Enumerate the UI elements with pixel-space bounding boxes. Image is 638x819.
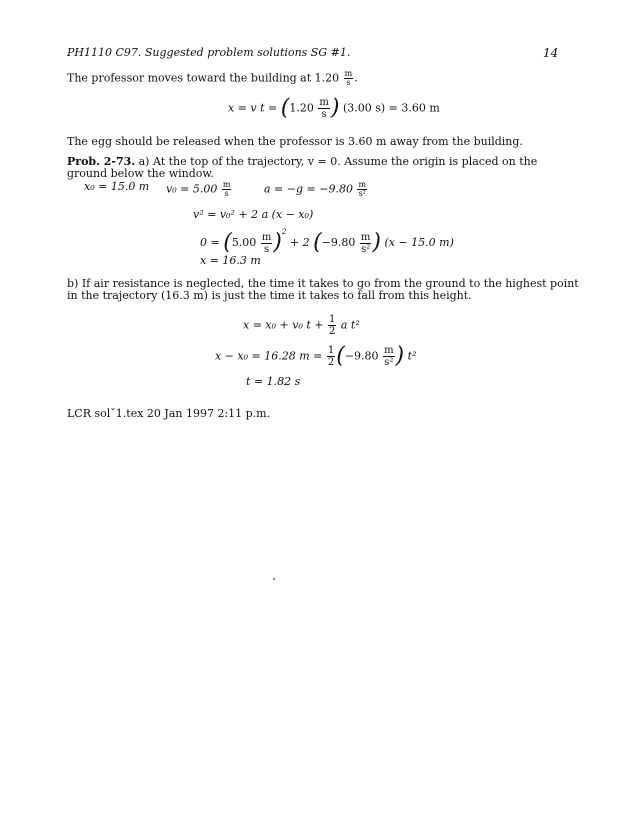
equation-b-3: t = 1.82 s bbox=[246, 375, 301, 388]
intro-line: The professor moves toward the building at 1.20 $\frac{m}{s}$ . bbox=[67, 69, 358, 87]
equation-a-2: 0 = (5.00 $\frac{m}{s}$ )$^2$ + 2 (−9.80 $\frac{m}{\text{s²}}$ ) (x − 15.0 m) bbox=[200, 228, 454, 255]
running-header: PH1110 C97. Suggested problem solutions SG #1. bbox=[67, 46, 351, 59]
intro-unit: $\frac{m}{s}$ bbox=[344, 69, 353, 87]
given-x0: x₀ = 15.0 m bbox=[84, 180, 150, 193]
page-number: 14 bbox=[543, 46, 559, 60]
equation-b-1: x = x₀ + v₀ t + $\frac{1}{2}$ a t² bbox=[243, 314, 360, 337]
problem-statement: Prob. 2-73. a) At the top of the trajectory, v = 0. Assume the origin is placed on the bbox=[67, 155, 538, 168]
part-b-line-1: b) If air resistance is neglected, the time it takes to go from the ground to the highest point bbox=[67, 277, 579, 290]
problem-statement-cont: ground below the window. bbox=[67, 167, 215, 180]
given-v0: v₀ = 5.00 $\frac{m}{s}$ bbox=[166, 180, 231, 198]
part-b-line-2: in the trajectory (16.3 m) is just the time it takes to fall from this height. bbox=[67, 289, 472, 302]
problem-label: Prob. 2-73. bbox=[67, 155, 136, 168]
footer-source: LCR solˇ1.tex 20 Jan 1997 2:11 p.m. bbox=[67, 407, 271, 420]
conclusion: The egg should be released when the professor is 3.60 m away from the building. bbox=[67, 135, 523, 148]
equation-a-3: x = 16.3 m bbox=[200, 254, 261, 267]
equation-a-1: v² = v₀² + 2 a (x − x₀) bbox=[193, 208, 314, 221]
given-a: a = −g = −9.80 $\frac{m}{\text{s²}}$ bbox=[264, 180, 367, 198]
equation-b-2: x − x₀ = 16.28 m = $\frac{1}{2}$ (−9.80 $\frac{m}{\text{s²}}$ ) t² bbox=[215, 343, 417, 369]
intro-text: The professor moves toward the building at 1.20 bbox=[67, 71, 340, 85]
equation-speed: x = v t = (1.20 $\frac{m}{s}$ ) (3.00 s) = 3.60 m bbox=[228, 95, 440, 121]
scan-speck bbox=[273, 578, 275, 580]
